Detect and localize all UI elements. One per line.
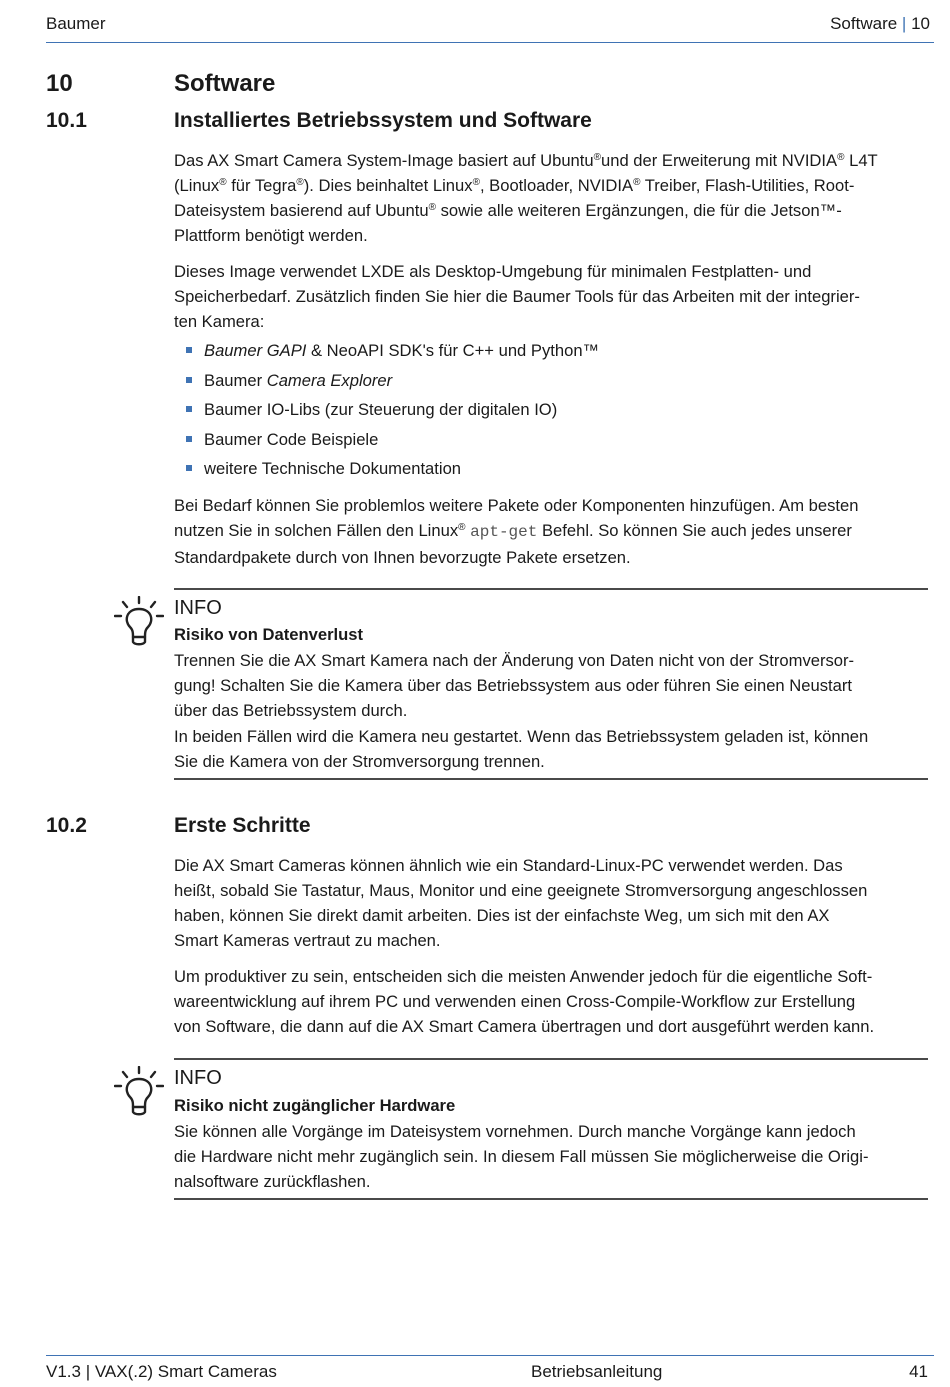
header-section: Software bbox=[830, 14, 898, 33]
code-apt-get: apt-get bbox=[470, 523, 538, 541]
info-title: INFO bbox=[174, 597, 222, 619]
header-separator: | bbox=[901, 14, 907, 33]
square-bullet-icon bbox=[186, 406, 192, 412]
info-rule-bottom bbox=[174, 778, 928, 780]
header-left: Baumer bbox=[46, 14, 106, 33]
tools-list bbox=[186, 338, 599, 486]
footer-rule bbox=[46, 1355, 934, 1356]
footer-center: Betriebsanleitung bbox=[531, 1362, 663, 1381]
info-text: Sie können alle Vorgänge im Dateisystem vornehmen. Durch manche Vorgänge kann jedoch die Hardware nicht mehr zugänglich sein. In diesem Fall müssen Sie möglicherweise die Origi- nalsoftware zurückflashen. bbox=[174, 1122, 869, 1191]
square-bullet-icon bbox=[186, 377, 192, 383]
section-number-10-2: 10.2 bbox=[46, 814, 87, 837]
list-item: Baumer Camera Explorer bbox=[186, 368, 599, 398]
chapter-number: 10 bbox=[46, 70, 73, 97]
info-rule-bottom bbox=[174, 1198, 928, 1200]
info-subtitle: Risiko von Datenverlust bbox=[174, 625, 364, 644]
list-item: Baumer IO-Libs (zur Steuerung der digitalen IO) bbox=[186, 397, 599, 427]
section-title-10-1: Installiertes Betriebssystem und Software bbox=[174, 109, 592, 132]
header-page: 10 bbox=[911, 14, 930, 33]
footer-left: V1.3 | VAX(.2) Smart Cameras bbox=[46, 1362, 277, 1381]
header-rule bbox=[46, 42, 934, 43]
section-title-10-2: Erste Schritte bbox=[174, 814, 311, 837]
paragraph-system-image: Das AX Smart Camera System-Image basiert auf Ubuntu®und der Erweiterung mit NVIDIA® L4T (Linux® für Tegra®). Dies beinhaltet Linux®, Bootloader, NVIDIA® Treiber, Flash-Utilities, Root- Dateisystem basierend auf Ubuntu® sowie alle weiteren Ergänzungen, die für die Jetson™- Plattform benötigt werden. bbox=[174, 151, 878, 245]
footer-page-number: 41 bbox=[909, 1362, 928, 1381]
square-bullet-icon bbox=[186, 436, 192, 442]
chapter-title: Software bbox=[174, 70, 276, 97]
info-rule-top bbox=[174, 588, 928, 590]
list-item: Baumer Code Beispiele bbox=[186, 427, 599, 457]
info-rule-top bbox=[174, 1058, 928, 1060]
square-bullet-icon bbox=[186, 465, 192, 471]
list-item: weitere Technische Dokumentation bbox=[186, 456, 599, 486]
info-title: INFO bbox=[174, 1067, 222, 1089]
paragraph-packages: Bei Bedarf können Sie problemlos weitere Pakete oder Komponenten hinzufügen. Am besten nutzen Sie in solchen Fällen den Linux® apt-get Befehl. So können Sie auch jedes unserer Standardpakete durch von Ihnen bevorzugte Pakete ersetzen. bbox=[174, 496, 859, 567]
square-bullet-icon bbox=[186, 347, 192, 353]
section-number-10-1: 10.1 bbox=[46, 109, 87, 132]
paragraph-cross-compile: Um produktiver zu sein, entscheiden sich die meisten Anwender jedoch für die eigentliche Soft- wareentwicklung auf ihrem PC und verwenden einen Cross-Compile-Workflow zur Erstellung von Software, die dann auf die AX Smart Camera übertragen und dort ausgeführt werden kann. bbox=[174, 967, 875, 1036]
info-text: Trennen Sie die AX Smart Kamera nach der Änderung von Daten nicht von der Stromversor- gung! Schalten Sie die Kamera über das Betriebssystem aus oder führen Sie einen Neustart über das Betriebssystem durch. In beiden Fällen wird die Kamera neu gestartet. Wenn das Betriebssystem geladen ist, können Sie die Kamera von der Stromversorgung trennen. bbox=[174, 651, 869, 771]
lightbulb-icon bbox=[114, 596, 164, 646]
list-item: Baumer GAPI & NeoAPI SDK's für C++ und Python™ bbox=[186, 338, 599, 368]
paragraph-lxde: Dieses Image verwendet LXDE als Desktop-Umgebung für minimalen Festplatten- und Speicherbedarf. Zusätzlich finden Sie hier die Baumer Tools für das Arbeiten mit der integrier- ten Kamera: bbox=[174, 262, 860, 331]
header-right bbox=[830, 14, 930, 34]
info-subtitle: Risiko nicht zugänglicher Hardware bbox=[174, 1096, 456, 1115]
paragraph-first-steps: Die AX Smart Cameras können ähnlich wie ein Standard-Linux-PC verwendet werden. Das heißt, sobald Sie Tastatur, Maus, Monitor und eine geeignete Stromversorgung angeschlossen haben, können Sie direkt damit arbeiten. Dies ist der einfachste Weg, um sich mit den AX Smart Kameras vertraut zu machen. bbox=[174, 856, 868, 950]
lightbulb-icon bbox=[114, 1066, 164, 1116]
